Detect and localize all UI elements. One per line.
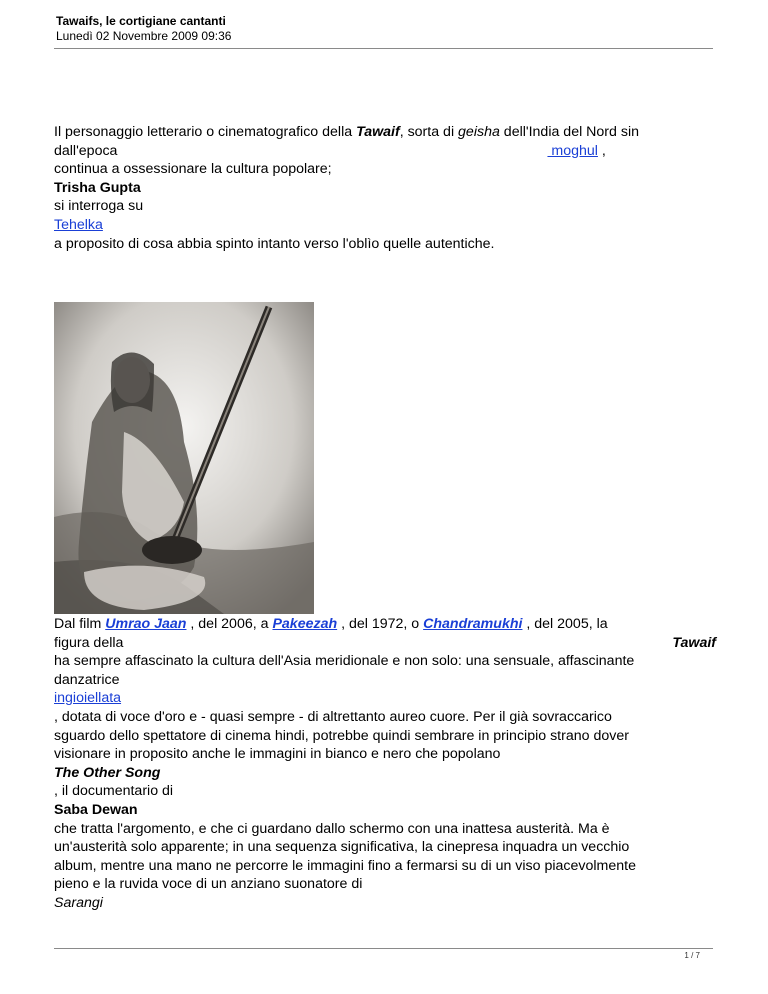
- intro-paragraph: [54, 123, 716, 253]
- text-line: sguardo dello spettatore di cinema hindi, potrebbe quindi sembrare in principio strano dover: [54, 727, 629, 744]
- article-title: Tawaifs, le cortigiane cantanti: [56, 14, 226, 28]
- director-name: Saba Dewan: [54, 801, 138, 818]
- tehelka-link[interactable]: Tehelka: [54, 216, 103, 233]
- term-tawaif: Tawaif: [356, 124, 400, 140]
- moghul-link[interactable]: moghul: [547, 142, 598, 159]
- text-line: che tratta l'argomento, e che ci guardano dallo schermo con una inattesa austerità. Ma è: [54, 820, 610, 837]
- text: figura della: [54, 634, 124, 651]
- text: , del 2005, la: [522, 616, 608, 632]
- text: Il personaggio letterario o cinematografico della: [54, 124, 357, 140]
- umrao-jaan-link[interactable]: Umrao Jaan: [105, 616, 187, 632]
- text-line: danzatrice: [54, 671, 120, 688]
- pakeezah-link[interactable]: Pakeezah: [272, 616, 338, 632]
- page-number: 1 / 7: [684, 951, 700, 960]
- page-header: [56, 14, 231, 44]
- term-tawaif: Tawaif: [672, 634, 716, 651]
- term-geisha: geisha: [458, 124, 500, 140]
- text-line: a proposito di cosa abbia spinto intanto verso l'oblìo quelle autentiche.: [54, 235, 495, 252]
- sitar-player-image: [54, 302, 314, 614]
- text-line: ha sempre affascinato la cultura dell'Asia meridionale e non solo: una sensuale, affascinante: [54, 653, 635, 670]
- text-line: [54, 142, 716, 161]
- tawaif-photo: [54, 302, 314, 614]
- footer-divider: [54, 948, 713, 949]
- chandramukhi-link[interactable]: Chandramukhi: [423, 616, 523, 632]
- text-line: [54, 615, 716, 634]
- text-line: , il documentario di: [54, 783, 174, 800]
- text: dall'epoca: [54, 142, 118, 159]
- text: , sorta di: [399, 124, 459, 140]
- text: , del 2006, a: [186, 616, 273, 632]
- film-title-other-song: The Other Song: [54, 764, 161, 781]
- text-line: [54, 123, 716, 142]
- ingioiellata-link[interactable]: ingioiellata: [54, 690, 122, 707]
- text: Dal film: [54, 616, 106, 632]
- text-line: pieno e la ruvida voce di un anziano suonatore di: [54, 876, 363, 893]
- main-paragraph: [54, 615, 716, 913]
- text-line: [54, 634, 716, 653]
- text: , del 1972, o: [337, 616, 424, 632]
- header-divider: [54, 48, 713, 49]
- text: dell'India del Nord sin: [499, 124, 640, 140]
- author-name: Trisha Gupta: [54, 179, 141, 196]
- text: ,: [597, 142, 606, 159]
- text-line: si interroga su: [54, 198, 144, 215]
- text-line: visionare in proposito anche le immagini in bianco e nero che popolano: [54, 746, 501, 763]
- text-line: album, mentre una mano ne percorre le immagini fino a fermarsi su di un viso piacevolmente: [54, 857, 636, 874]
- text-line: , dotata di voce d'oro e - quasi sempre - di altrettanto aureo cuore. Per il già sovraccarico: [54, 708, 612, 725]
- article-date: Lunedì 02 Novembre 2009 09:36: [56, 29, 232, 43]
- term-sarangi: Sarangi: [54, 894, 103, 911]
- text-line: continua a ossessionare la cultura popolare;: [54, 161, 332, 178]
- text-line: un'austerità solo apparente; in una sequenza significativa, la cinepresa inquadra un vecchio: [54, 839, 630, 856]
